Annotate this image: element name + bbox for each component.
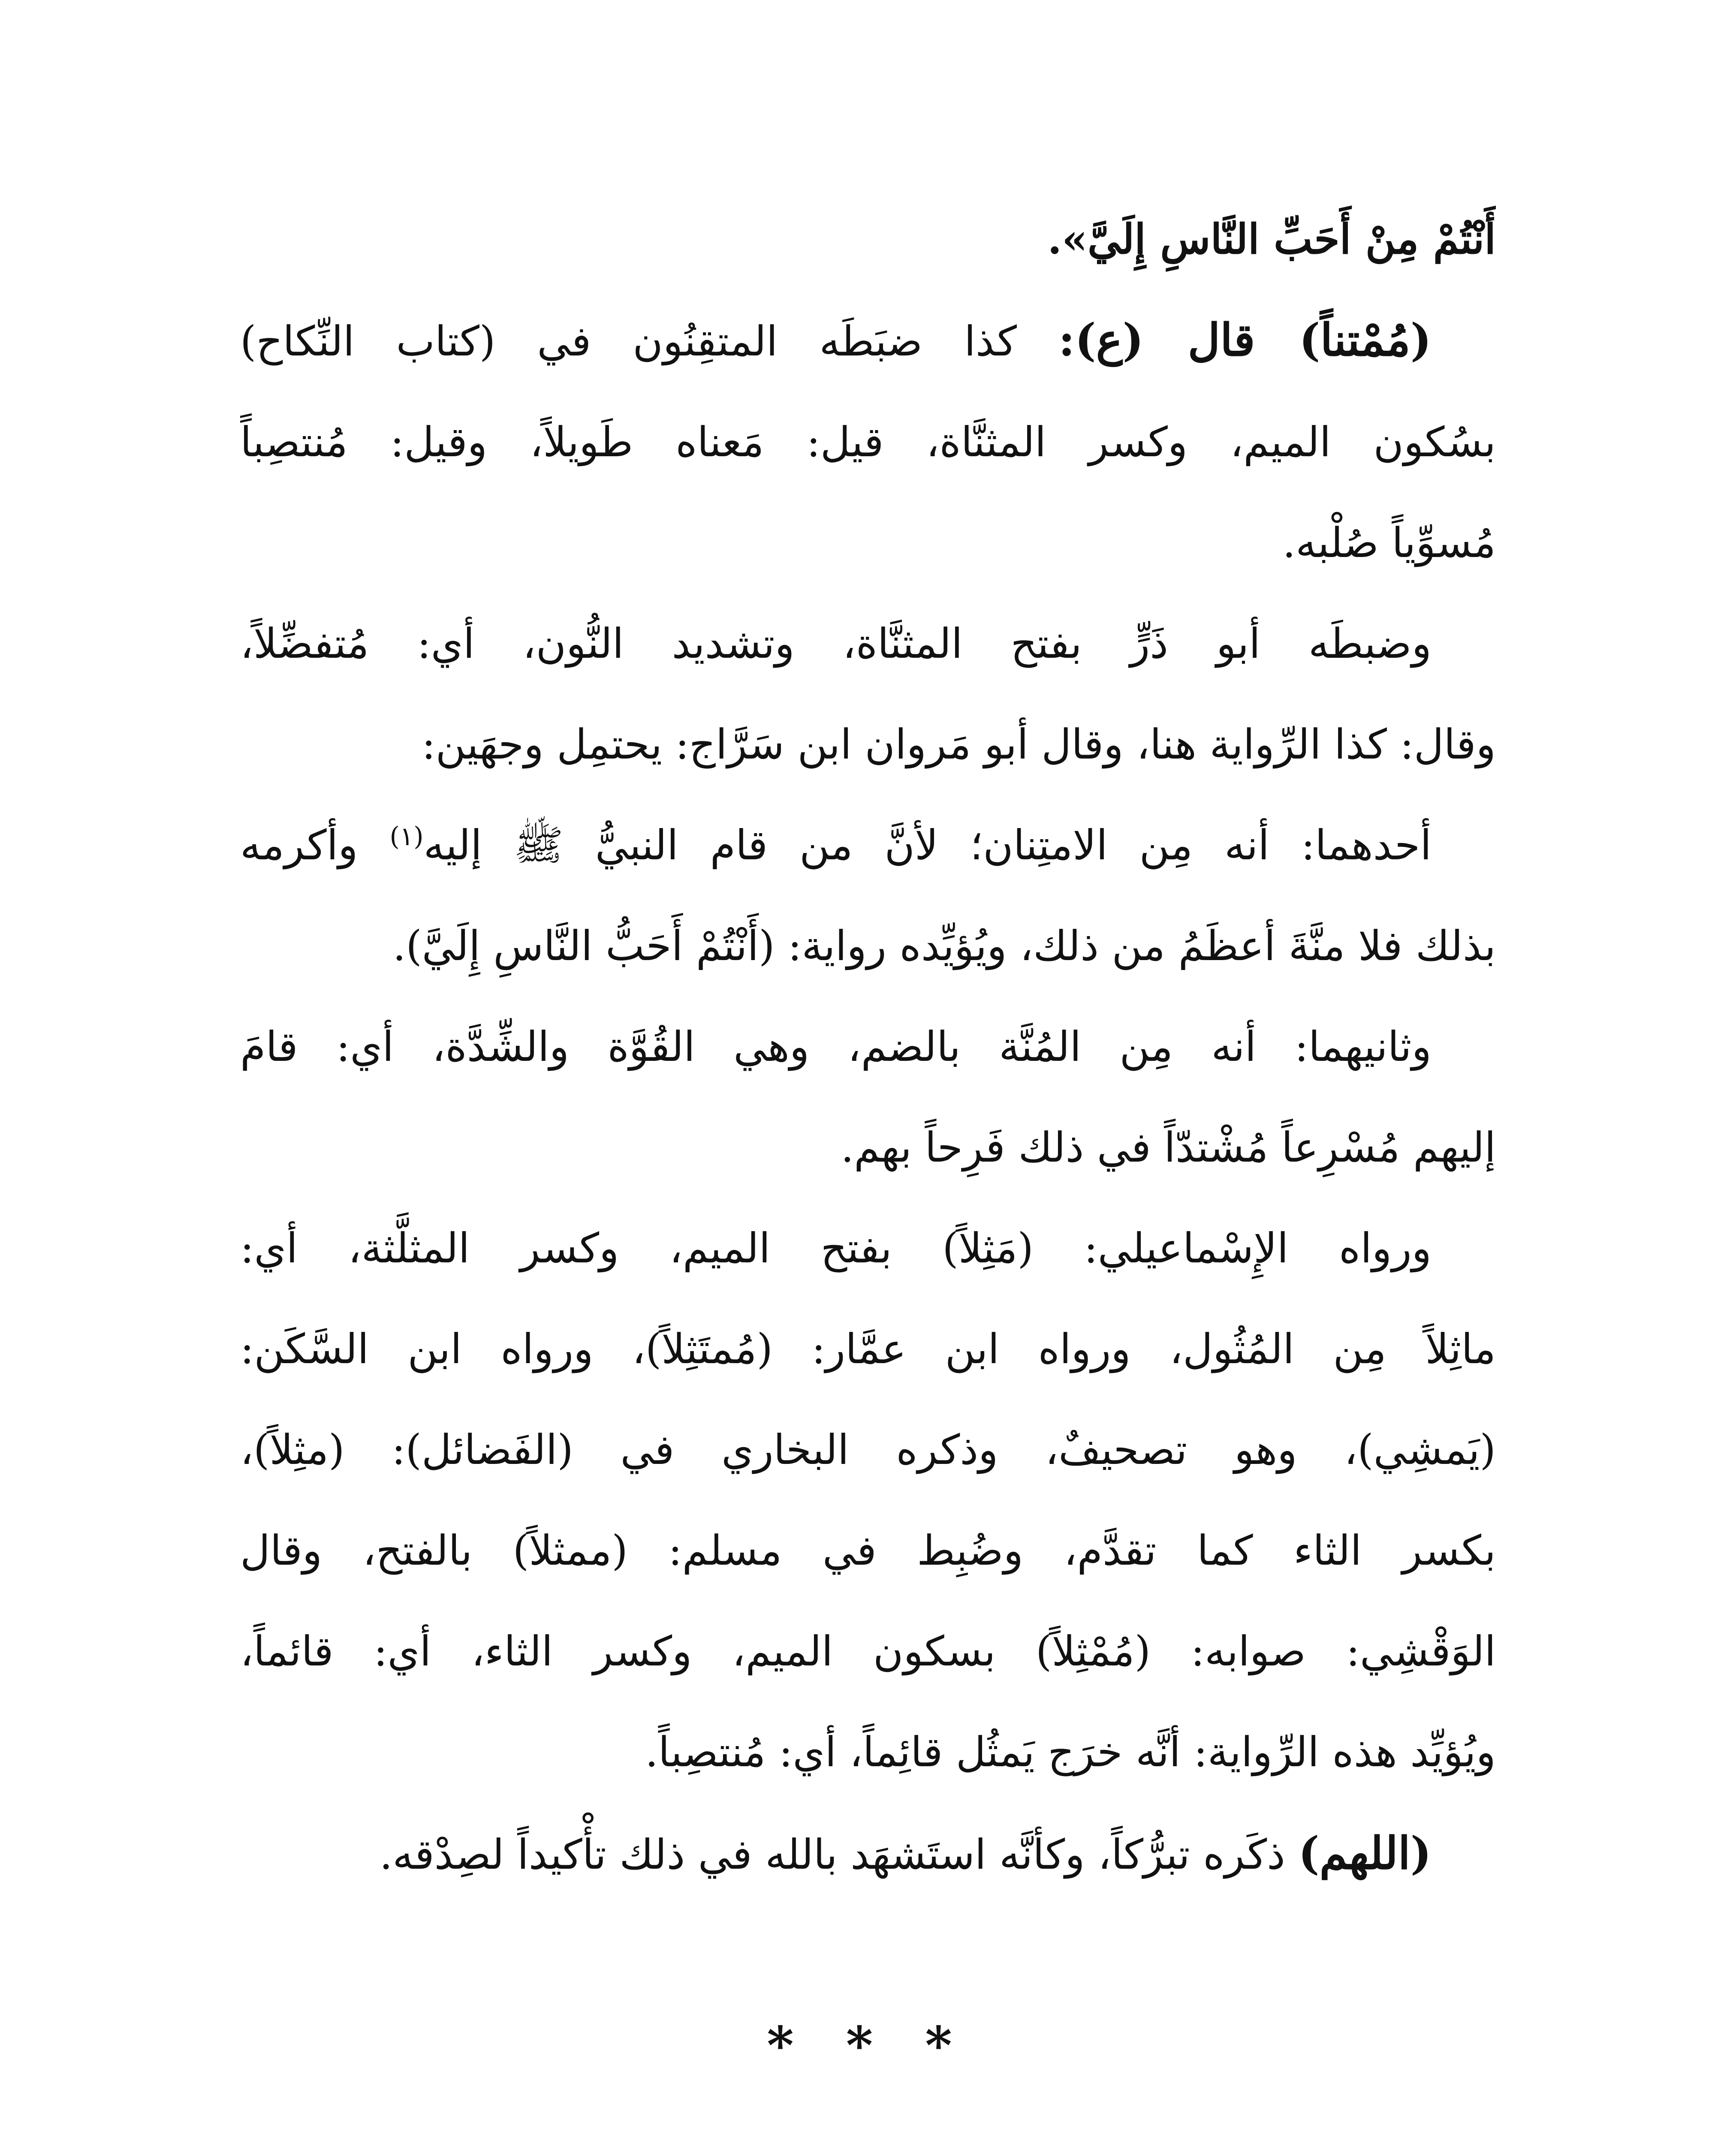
text-line: إليهم مُسْرِعاً مُشْتدّاً في ذلك فَرِحاً بهم.	[841, 1123, 1496, 1171]
section-separator: * * *	[767, 2015, 969, 2076]
text-fragment: كذا ضبَطَه المتقِنُون في (كتاب النِّكاح)	[240, 317, 1017, 365]
footnote-marker[interactable]: (١)	[389, 822, 424, 852]
paragraph-mumtanan	[240, 289, 1496, 593]
text-line: بسُكون الميم، وكسر المثنَّاة، قيل: مَعناه طَويلاً، وقيل: مُنتصِباً	[240, 418, 1496, 466]
text-line: وضبطَه أبو ذَرٍّ بفتح المثنَّاة، وتشديد النُّون، أي: مُتفضِّلاً،	[240, 620, 1432, 668]
paragraph-ismaili	[240, 1198, 1496, 1803]
paragraph-abu-dhar	[240, 593, 1496, 795]
text-line	[240, 795, 1496, 896]
heading-term: (مُمْتناً) قال (ع):	[1058, 313, 1432, 366]
main-text	[240, 189, 1496, 1905]
paragraph-second-sense	[240, 997, 1496, 1198]
text-fragment: وأكرمه	[240, 821, 358, 869]
paragraph-allahumma	[240, 1803, 1496, 1905]
hadith-quote-line: أَنْتُمْ مِنْ أَحَبِّ النَّاسِ إِلَيَّ».	[1047, 215, 1496, 263]
text-line	[240, 1803, 1496, 1905]
paragraph-first-sense	[240, 795, 1496, 997]
text-line: ورواه الإِسْماعيلي: (مَثِلاً) بفتح الميم، وكسر المثلَّثة، أي:	[240, 1224, 1432, 1272]
text-line: مُسوِّياً صُلْبه.	[1282, 519, 1496, 567]
text-line: ماثِلاً مِن المُثُول، ورواه ابن عمَّار: (مُمتَثِلاً)، ورواه ابن السَّكَن:	[240, 1325, 1496, 1373]
text-line: الوَقْشِي: صوابه: (مُمْثِلاً) بسكون الميم، وكسر الثاء، أي: قائماً،	[240, 1627, 1496, 1675]
text-line	[240, 289, 1496, 392]
text-line: ويُؤيِّد هذه الرِّواية: أنَّه خرَج يَمثُل قائِماً، أي: مُنتصِباً.	[645, 1728, 1496, 1776]
text-line: بكسر الثاء كما تقدَّم، وضُبِط في مسلم: (ممثلاً) بالفتح، وقال	[240, 1527, 1496, 1575]
text-line: بذلك فلا منَّةَ أعظَمُ من ذلك، ويُؤيِّده رواية: (أَنْتُمْ أَحَبُّ النَّاسِ إِلَيَّ).	[392, 922, 1496, 970]
text-fragment: ذكَره تبرُّكاً، وكأنَّه استَشهَد بالله في ذلك تأْكيداً لصِدْقه.	[379, 1831, 1285, 1879]
heading-term: (اللهم)	[1298, 1827, 1432, 1879]
text-line: (يَمشِي)، وهو تصحيفٌ، وذكره البخاري في (الفَضائل): (مثِلاً)،	[240, 1426, 1496, 1474]
text-fragment: أحدهما: أنه مِن الامتِنان؛ لأنَّ من قام النبيُّ ﷺ إليه	[423, 821, 1432, 869]
text-line: وثانيهما: أنه مِن المُنَّة بالضم، وهي القُوَّة والشِّدَّة، أي: قامَ	[240, 1023, 1432, 1071]
text-line: وقال: كذا الرِّواية هنا، وقال أبو مَروان ابن سَرَّاج: يحتمِل وجهَين:	[422, 720, 1496, 768]
